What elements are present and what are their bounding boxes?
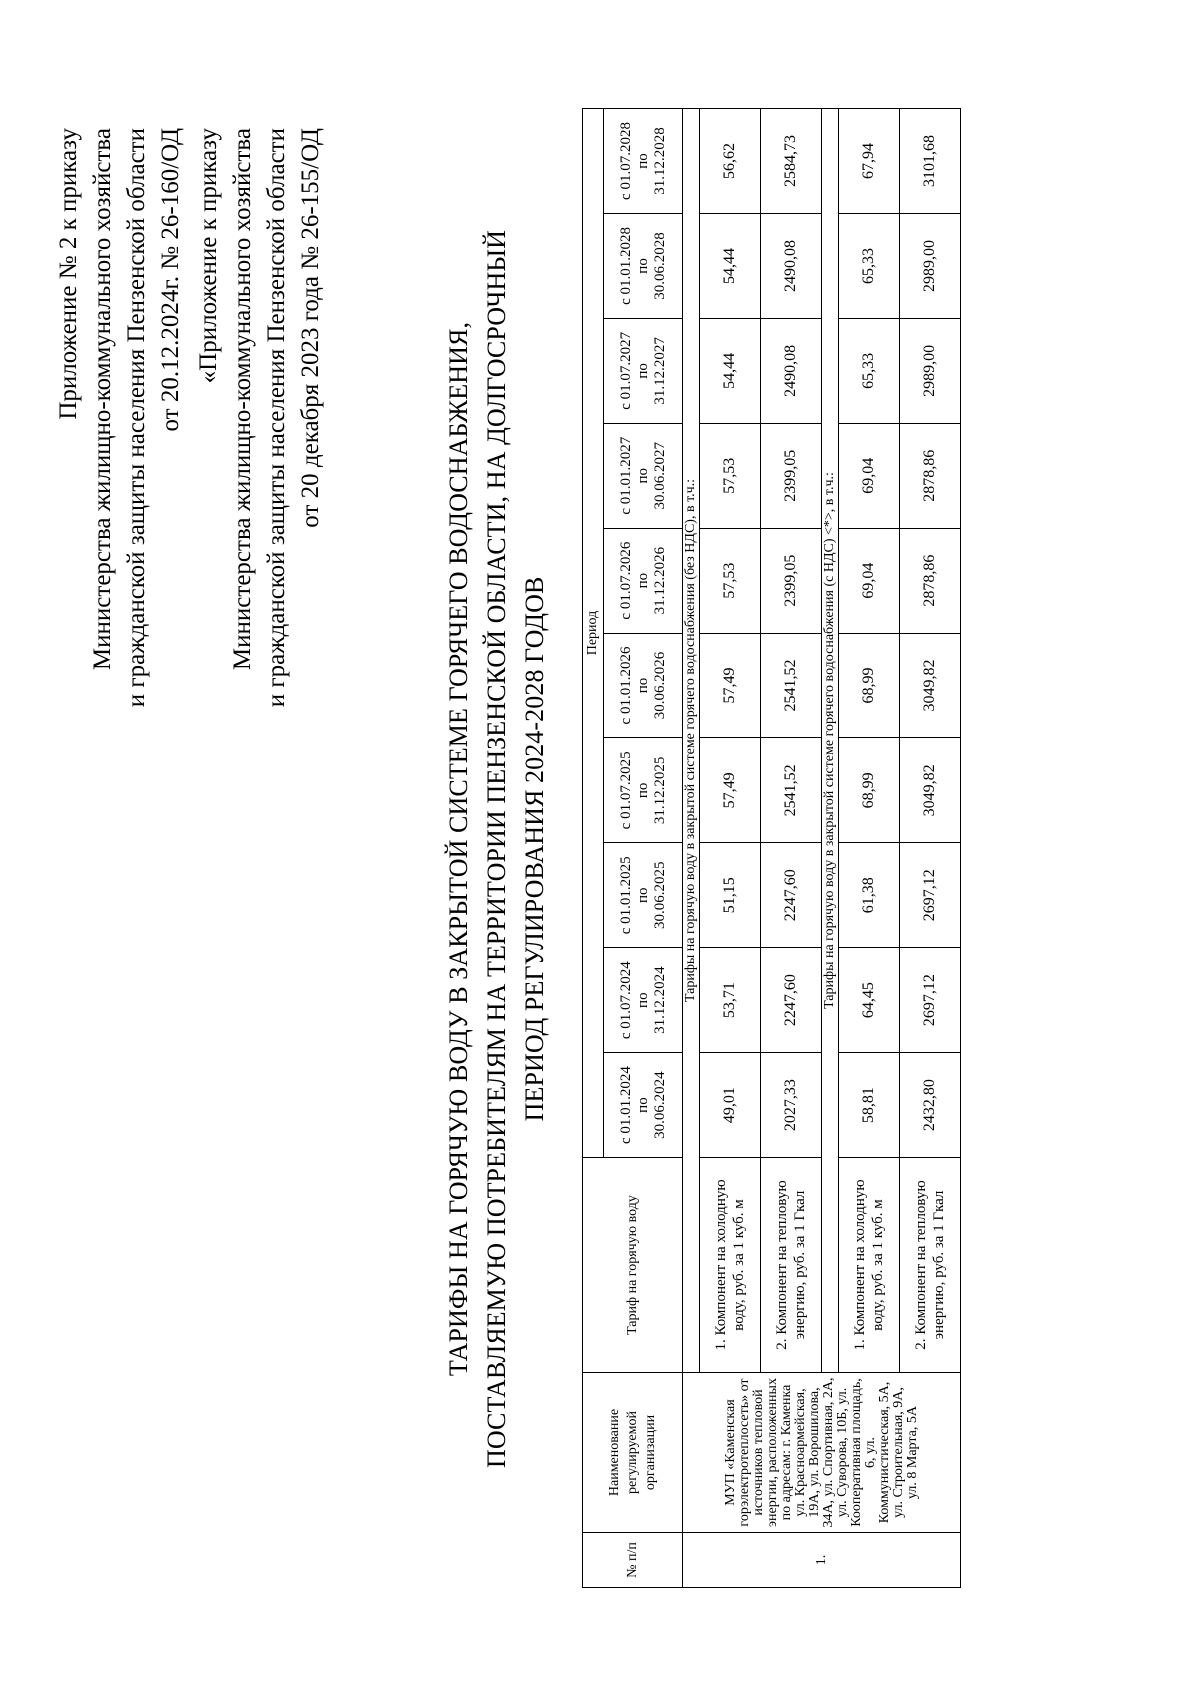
tariff-value: 65,33: [839, 318, 900, 423]
period-date-from: с 01.01.2027: [617, 436, 634, 515]
document-title: [440, 0, 554, 1698]
period-date-by: по: [634, 1097, 651, 1113]
period-date-cell: [604, 423, 683, 528]
previous-appendix-header: [192, 128, 328, 707]
period-date-cell: [604, 213, 683, 318]
section-row: [683, 109, 700, 1588]
tariff-value: 2399,05: [761, 423, 822, 528]
appendix-line: от 20.12.2024г. № 26-160/ОД: [157, 128, 184, 432]
period-date-by: по: [634, 153, 651, 169]
appendix-line: и гражданской защиты населения Пензенской области: [263, 128, 290, 708]
tariff-value: 2697,12: [900, 843, 961, 948]
title-line: ПОСТАВЛЯЕМУЮ ПОТРЕБИТЕЛЯМ НА ТЕРРИТОРИИ ПЕНЗЕНСКОЙ ОБЛАСТИ, НА ДОЛГОСРОЧНЫЙ: [482, 230, 511, 1469]
period-date-from: с 01.07.2027: [617, 331, 634, 410]
period-date-cell: [604, 948, 683, 1053]
tariff-value: 58,81: [839, 1053, 900, 1158]
appendix-line: от 20 декабря 2023 года № 26-155/ОД: [297, 128, 324, 528]
tariff-table: [582, 108, 961, 1588]
component-cold-water: 1. Компонент на холодную воду, руб. за 1 куб. м: [839, 1158, 900, 1373]
period-date-from: с 01.07.2026: [617, 541, 634, 620]
component-cold-water: 1. Компонент на холодную воду, руб. за 1 куб. м: [700, 1158, 761, 1373]
tariff-value: 2989,00: [900, 213, 961, 318]
tariff-value: 67,94: [839, 109, 900, 214]
period-date-to: 31.12.2026: [651, 546, 668, 615]
period-date-to: 31.12.2028: [651, 127, 668, 195]
period-date-by: по: [634, 887, 651, 904]
tariff-value: 2541,52: [761, 738, 822, 843]
tariff-value: 2878,86: [900, 528, 961, 633]
appendix-line: Министерства жилищно-коммунального хозяйства: [89, 128, 116, 671]
period-date-from: с 01.07.2024: [617, 961, 634, 1040]
tariff-value: 51,15: [700, 843, 761, 948]
period-date-cell: [604, 528, 683, 633]
period-date-to: 31.12.2027: [651, 337, 668, 405]
period-date-from: с 01.01.2025: [617, 856, 634, 935]
period-date-from: с 01.07.2028: [617, 122, 634, 200]
tariff-value: 68,99: [839, 738, 900, 843]
tariff-value: 2490,08: [761, 213, 822, 318]
period-date-to: 30.06.2024: [651, 1071, 668, 1139]
col-header-org: Наименование регулируемой организации: [583, 1373, 683, 1533]
tariff-value: 57,49: [700, 738, 761, 843]
appendix-line: «Приложение к приказу: [195, 128, 222, 384]
tariff-value: 57,53: [700, 528, 761, 633]
period-date-to: 31.12.2025: [651, 756, 668, 825]
tariff-value: 53,71: [700, 948, 761, 1053]
appendix-line: Приложение № 2 к приказу: [55, 128, 82, 420]
period-date-by: по: [634, 782, 651, 799]
tariff-value: 49,01: [700, 1053, 761, 1158]
table-header-row: [583, 109, 604, 1588]
period-date-by: по: [634, 363, 651, 379]
period-date-by: по: [634, 992, 651, 1008]
period-date-from: с 01.01.2028: [617, 226, 634, 305]
period-date-by: по: [634, 467, 651, 484]
period-date-cell: [604, 318, 683, 423]
tariff-value: 2584,73: [761, 109, 822, 214]
row-number: 1.: [683, 1533, 961, 1588]
table-row: [900, 109, 961, 1588]
tariff-value: 3049,82: [900, 633, 961, 738]
org-name: МУП «Каменская горэлектротеплосеть» от источников тепловой энергии, расположенных по адресам: г. Каменка ул. Красноармейская, 19А, ул. Ворошилова, 34А, ул. Спортивная, 2А, ул. Суворова, 10Б, ул. Кооперативная площадь, 6, ул. Коммунистическая, 5А, ул. Строительная, 9А, ул. 8 Марта, 5А: [683, 1373, 961, 1533]
tariff-value: 57,53: [700, 423, 761, 528]
component-heat-energy: 2. Компонент на тепловую энергию, руб. за 1 Гкал: [900, 1158, 961, 1373]
tariff-value: 57,49: [700, 633, 761, 738]
period-date-cell: [604, 109, 683, 214]
tariff-value: 2247,60: [761, 843, 822, 948]
period-date-cell: [604, 738, 683, 843]
section-without-vat: Тарифы на горячую воду в закрытой системе горячего водоснабжения (без НДС), в т.ч.:: [683, 109, 700, 1373]
tariff-value: 2490,08: [761, 318, 822, 423]
period-date-by: по: [634, 258, 651, 274]
tariff-value: 61,38: [839, 843, 900, 948]
period-date-from: с 01.01.2026: [617, 646, 634, 725]
period-date-from: с 01.01.2024: [617, 1066, 634, 1145]
tariff-value: 69,04: [839, 528, 900, 633]
tariff-value: 65,33: [839, 213, 900, 318]
table-row: [839, 109, 900, 1588]
period-date-cell: [604, 843, 683, 948]
tariff-value: 64,45: [839, 948, 900, 1053]
appendix-line: и гражданской защиты населения Пензенской области: [123, 128, 150, 708]
period-date-cell: [604, 1053, 683, 1158]
period-date-to: 30.06.2028: [651, 232, 668, 300]
period-date-cell: [604, 633, 683, 738]
tariff-value: 2247,60: [761, 948, 822, 1053]
title-line: ПЕРИОД РЕГУЛИРОВАНИЯ 2024-2028 ГОДОВ: [520, 576, 549, 1122]
col-header-number: № п/п: [583, 1533, 683, 1588]
appendix-header: [52, 128, 188, 707]
tariff-value: 68,99: [839, 633, 900, 738]
tariff-value: 54,44: [700, 213, 761, 318]
period-date-by: по: [634, 677, 651, 694]
period-date-to: 30.06.2025: [651, 861, 668, 930]
tariff-value: 2399,05: [761, 528, 822, 633]
tariff-value: 2432,80: [900, 1053, 961, 1158]
tariff-value: 3101,68: [900, 109, 961, 214]
tariff-value: 69,04: [839, 423, 900, 528]
tariff-value: 2697,12: [900, 948, 961, 1053]
period-date-to: 30.06.2026: [651, 651, 668, 720]
component-heat-energy: 2. Компонент на тепловую энергию, руб. за 1 Гкал: [761, 1158, 822, 1373]
appendix-line: Министерства жилищно-коммунального хозяйства: [229, 128, 256, 671]
col-header-period: Период: [583, 109, 604, 1158]
period-date-by: по: [634, 572, 651, 589]
tariff-value: 3049,82: [900, 738, 961, 843]
period-date-to: 30.06.2027: [651, 441, 668, 510]
title-line: ТАРИФЫ НА ГОРЯЧУЮ ВОДУ В ЗАКРЫТОЙ СИСТЕМЕ ГОРЯЧЕГО ВОДОСНАБЖЕНИЯ,: [444, 321, 473, 1377]
table-row: [700, 109, 761, 1588]
section-row: [822, 109, 839, 1588]
tariff-value: 54,44: [700, 318, 761, 423]
tariff-value: 2989,00: [900, 318, 961, 423]
section-with-vat: Тарифы на горячую воду в закрытой системе горячего водоснабжения (с НДС) <*>, в т.ч.:: [822, 109, 839, 1373]
tariff-value: 2541,52: [761, 633, 822, 738]
period-date-to: 31.12.2024: [651, 966, 668, 1034]
table-row: [761, 109, 822, 1588]
period-date-from: с 01.07.2025: [617, 751, 634, 830]
col-header-tariff: Тариф на горячую воду: [583, 1158, 683, 1373]
tariff-value: 2027,33: [761, 1053, 822, 1158]
tariff-value: 56,62: [700, 109, 761, 214]
tariff-value: 2878,86: [900, 423, 961, 528]
